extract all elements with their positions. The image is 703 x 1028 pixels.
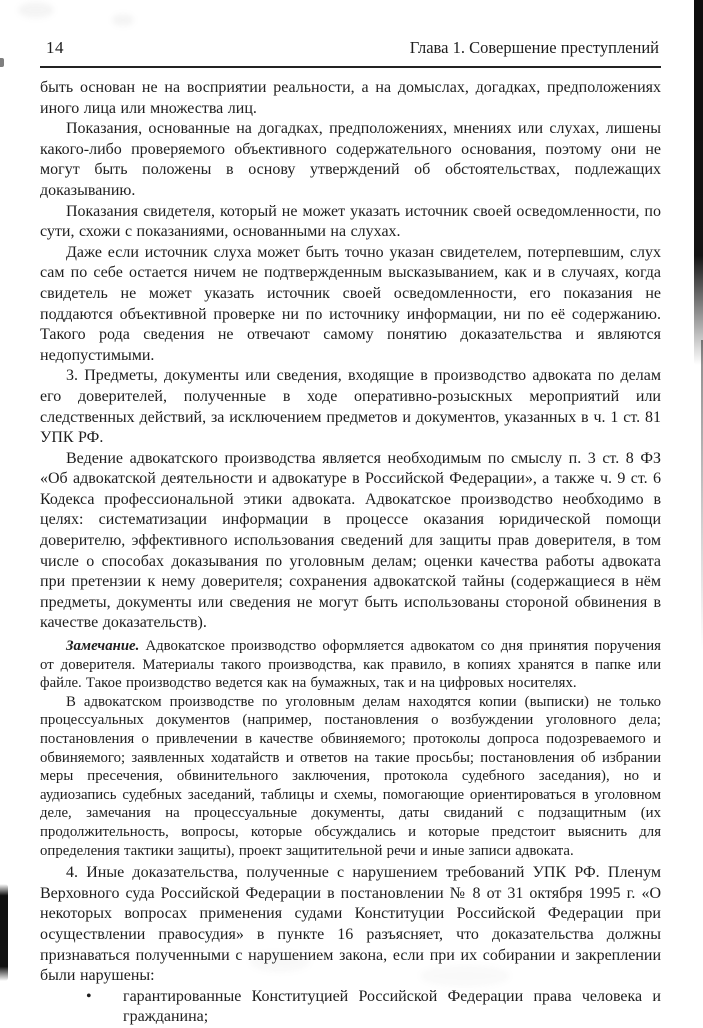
chapter-title: Глава 1. Совершение преступлений [409,38,659,57]
note-paragraph: В адвокатском производстве по уголовным делам находятся копии (выписки) не только процессуальных документов (например, постановления о возбуждении уголовного дела; постановления о привлечении в качестве обвиняемого; протоколы допроса подозреваемого и обвиняемого; заявленных ходатайств и ответов на такие просьбы; постановления об избрании меры пресечения, обвинительного заключения, протокола судебного заседания), но и аудиозапись судебных заседаний, таблицы и схемы, помогающие ориентироваться в уголовном деле, замечания на процессуальные документы, даты свиданий с подзащитным (их продолжительность, вопросы, которые обсуждались и которые предстоит выяснить для определения тактики защиты), проект защитительной речи и иные записи адвоката. [40,693,661,859]
paragraph-numbered-3: 3. Предметы, документы или сведения, входящие в производство адвоката по делам его доверителей, полученные в ходе оперативно-розыскных мероприятий или следственных действий, за исключением предметов и документов, указанных в ч. 1 ст. 81 УПК РФ. [40,367,661,447]
paragraph: Ведение адвокатского производства является необходимым по смыслу п. 3 ст. 8 ФЗ «Об адвокатской деятельности и адвокатуре в Российской Федерации», а также ч. 9 ст. 6 Кодекса профессиональной этики адвоката. Адвокатское производство необходимо в целях: систематизации информации в процессе оказания юридической помощи доверителю, эффективного использования сведений для защиты прав доверителя, в том числе о способах доказывания по уголовным делам; оценки качества работы адвоката при претензии к нему доверителя; сохранения адвокатской тайны (содержащиеся в нём предметы, документы или сведения не могут быть использованы стороной обвинения в качестве доказательств). [40,449,661,632]
page-number: 14 [46,38,64,57]
running-head [40,38,661,68]
bullet-list-item [40,987,661,1028]
note-lead: Замечание. [66,638,140,655]
scan-artifact-right-edge [694,0,703,365]
paragraph: Показания, основанные на догадках, предположениях, мнениях или слухах, лишены какого-либо проверяемого объективного содержательного основания, поэтому они не могут быть положены в основу утверждений об обстоятельствах, подлежащих доказыванию. [40,120,661,199]
note-text: Адвокатское производство оформляется адвокатом со дня принятия поручения от доверителя. Материалы такого производства, как правило, в копиях хранятся в папке или файле. Такое производство ведется как на бумажных, так и на цифровых носителях. [40,638,661,692]
scan-smudge [112,14,134,26]
scan-artifact-left-edge [0,884,8,981]
paragraph: быть основан не на восприятии реальности, а на домыслах, догадках, предположениях иного лица или множества лиц. [40,79,661,117]
bullet-text: гарантированные Конституцией Российской Федерации права человека и гражданина; [123,987,661,1026]
bullet-marker: • [86,987,92,1005]
page-body [40,78,661,1028]
scan-artifact-left-tick [0,58,4,67]
paragraph: Даже если источник слуха может быть точно указан свидетелем, потерпевшим, слух сам по себе остается ничем не подтвержденным высказыванием, как и в случаях, когда свидетель не может указать источник своей осведомленности, его показания не поддаются объективной проверке ни по источнику информации, ни по её содержанию. Такого рода сведения не отвечают самому понятию доказательства и являются недопустимыми. [40,243,661,364]
paragraph-numbered-4: 4. Иные доказательства, полученные с нарушением требований УПК РФ. Пленум Верховного суда Российской Федерации в постановлении № 8 от 31 октября 1995 г. «О некоторых вопросах применения судами Конституции Российской Федерации при осуществлении правосудия» в пункте 16 разъясняет, что доказательства должны признаваться полученными с нарушением закона, если при их собирании и закреплении были нарушены: [40,864,661,985]
scan-smudge [18,2,54,18]
paragraph: Показания свидетеля, который не может указать источник своей осведомленности, по сути, схожи с показаниями, основанными на слухах. [40,202,661,241]
note-paragraph [40,634,661,693]
